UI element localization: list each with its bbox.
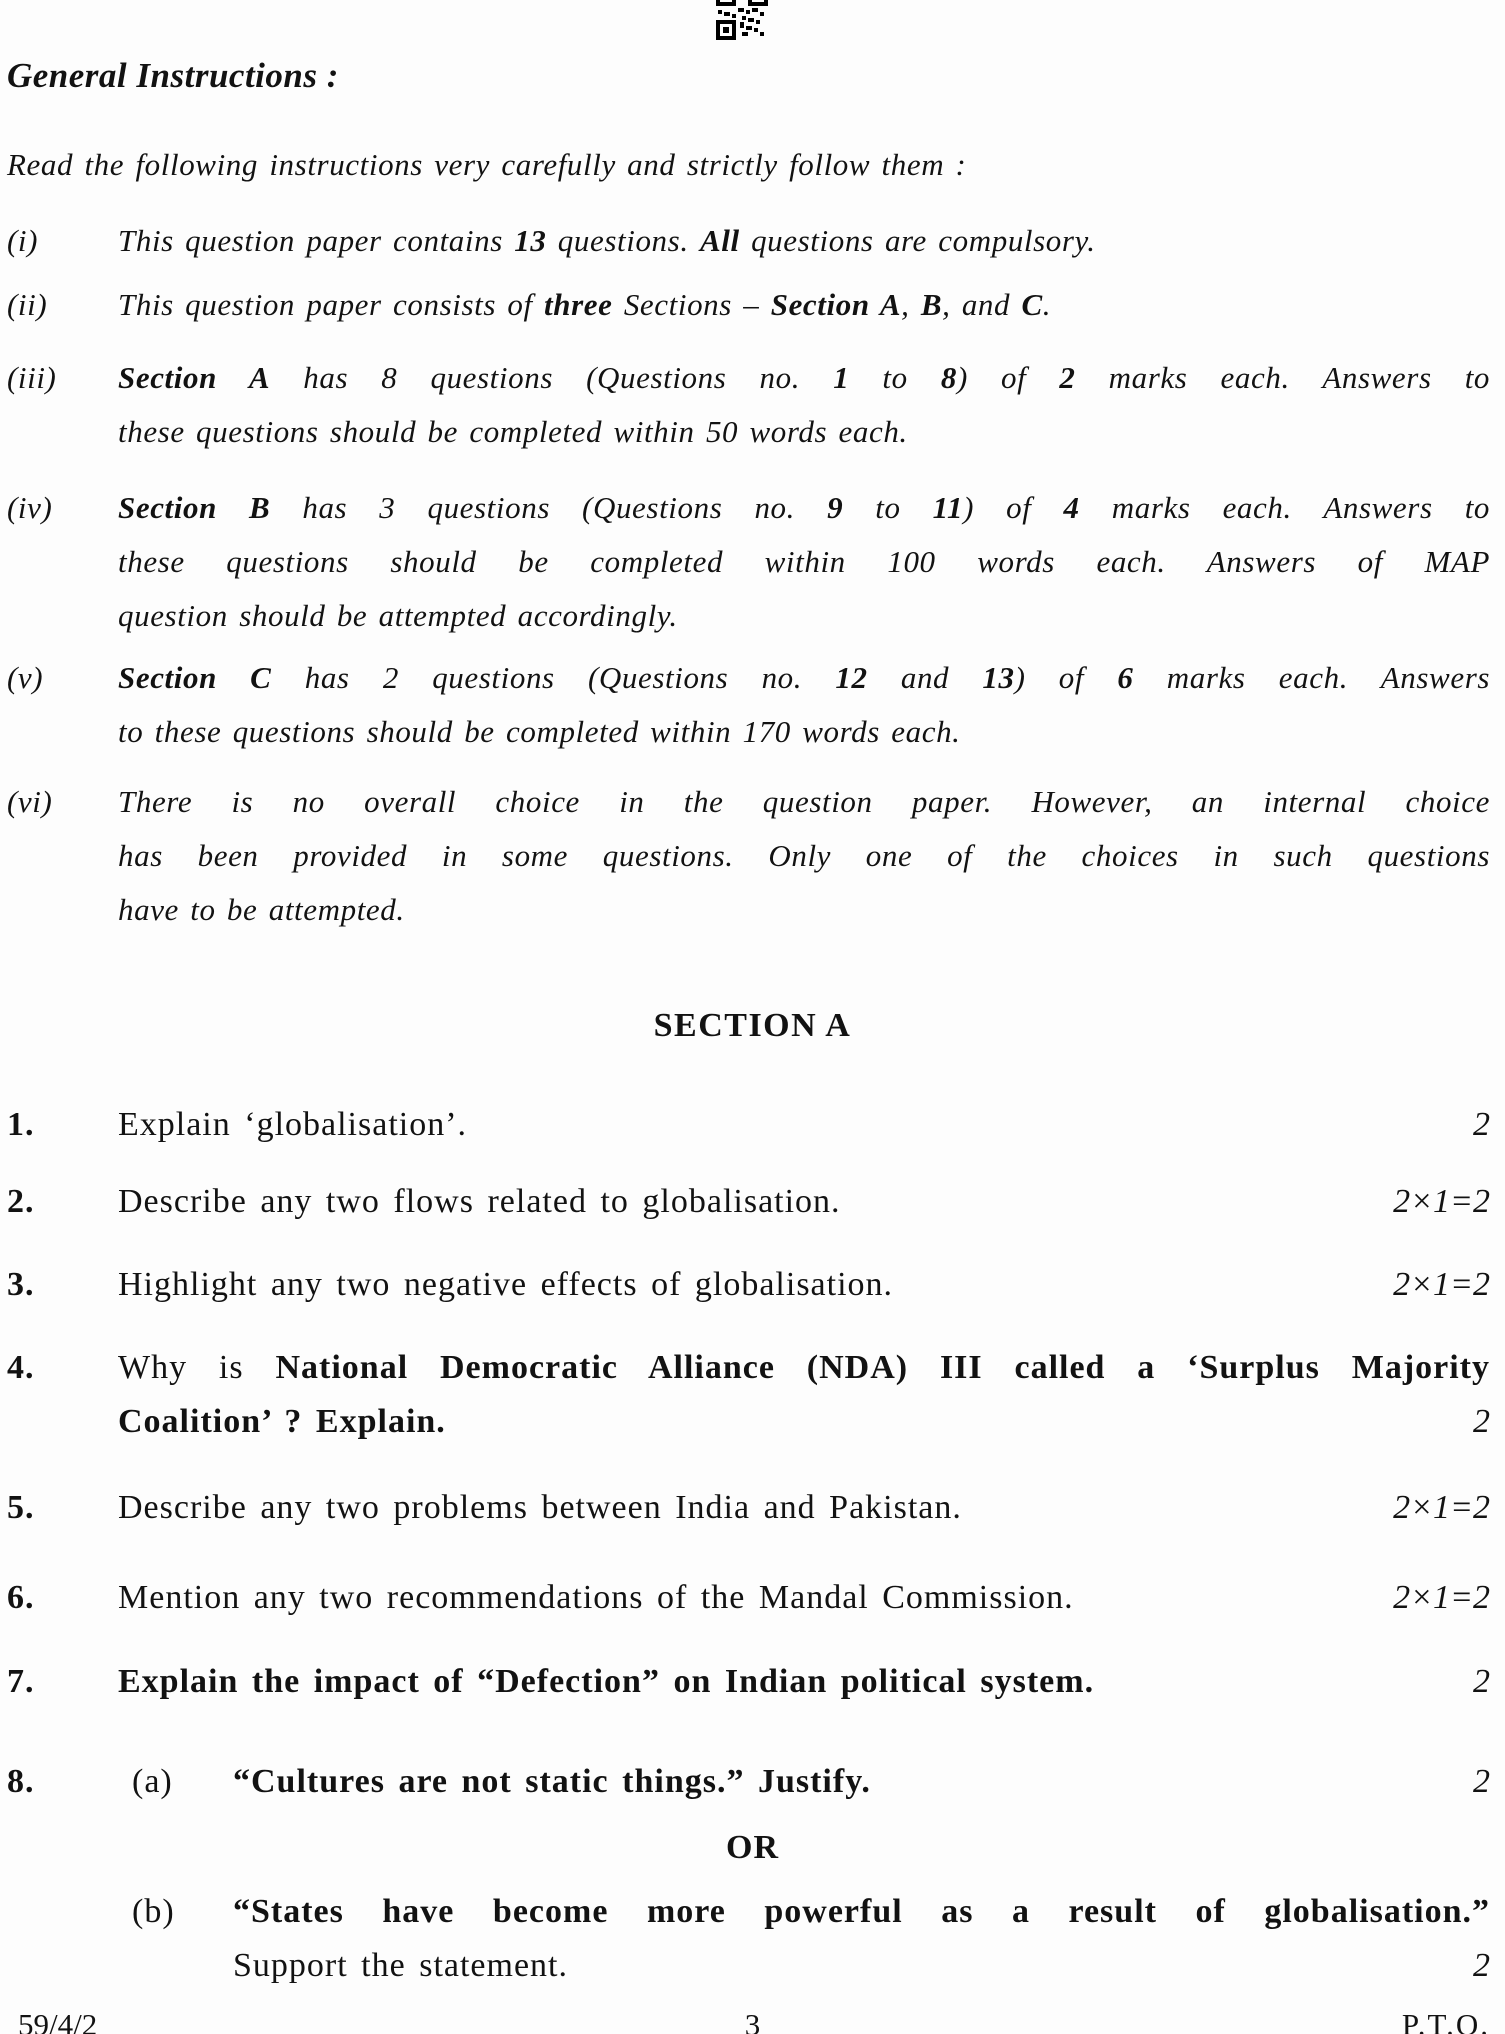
question-number: 2. bbox=[7, 1183, 35, 1220]
instruction-number: (vi) bbox=[7, 784, 53, 819]
question-number: 4. bbox=[7, 1349, 35, 1386]
subpart-label-a: (a) bbox=[132, 1763, 173, 1800]
question-number: 8. bbox=[7, 1763, 35, 1800]
instruction-line: have to be attempted. bbox=[118, 892, 405, 927]
marks-value: 2 bbox=[1473, 1106, 1490, 1143]
marks-value: 2 bbox=[1473, 1403, 1490, 1440]
instruction-number: (iii) bbox=[7, 360, 57, 395]
question-7 bbox=[0, 1655, 1505, 1709]
question-line: Support the statement. bbox=[233, 1947, 569, 1984]
or-separator: OR bbox=[726, 1829, 779, 1866]
instruction-line: There is no overall choice in the question paper. However, an internal choice bbox=[118, 784, 1490, 819]
footer-pto: P.T.O. bbox=[1401, 2007, 1490, 2034]
question-line: “States have become more powerful as a result of globalisation.” bbox=[233, 1893, 1490, 1930]
instruction-line: these questions should be completed within 100 words each. Answers of MAP bbox=[118, 544, 1490, 579]
question-line: Describe any two problems between India and Pakistan. bbox=[118, 1489, 962, 1526]
question-5 bbox=[0, 1481, 1505, 1535]
marks-value: 2×1=2 bbox=[1393, 1579, 1490, 1616]
qr-code-icon bbox=[716, 0, 768, 40]
instruction-number: (v) bbox=[7, 660, 44, 695]
instruction-line: Section A has 8 questions (Questions no. 1 to 8) of 2 marks each. Answers to bbox=[118, 360, 1491, 395]
question-number: 5. bbox=[7, 1489, 35, 1526]
instruction-line: Section C has 2 questions (Questions no. 12 and 13) of 6 marks each. Answers bbox=[118, 660, 1491, 695]
instruction-line: This question paper consists of three Sections – Section A, B, and C. bbox=[118, 287, 1052, 322]
instruction-number: (iv) bbox=[7, 490, 53, 525]
instruction-line: question should be attempted accordingly. bbox=[118, 598, 678, 633]
question-4 bbox=[0, 1341, 1505, 1449]
marks-value: 2×1=2 bbox=[1393, 1183, 1490, 1220]
instruction-item-ii bbox=[0, 278, 1505, 332]
marks-value: 2 bbox=[1473, 1663, 1490, 1700]
question-line: Describe any two flows related to globalisation. bbox=[118, 1183, 841, 1220]
general-instructions-title: General Instructions : bbox=[7, 56, 339, 95]
question-number: 3. bbox=[7, 1266, 35, 1303]
instruction-item-iii bbox=[0, 351, 1505, 459]
instruction-line: This question paper contains 13 questions. All questions are compulsory. bbox=[118, 223, 1096, 258]
question-8-part-b bbox=[0, 1885, 1505, 1993]
marks-value: 2×1=2 bbox=[1393, 1489, 1490, 1526]
question-line: Coalition’ ? Explain. bbox=[118, 1403, 446, 1440]
question-line: Explain ‘globalisation’. bbox=[118, 1106, 468, 1143]
instruction-line: to these questions should be completed within 170 words each. bbox=[118, 714, 961, 749]
question-number: 7. bbox=[7, 1663, 35, 1700]
question-number: 1. bbox=[7, 1106, 35, 1143]
question-6 bbox=[0, 1571, 1505, 1625]
instruction-number: (ii) bbox=[7, 287, 48, 322]
question-2 bbox=[0, 1175, 1505, 1229]
question-line: Explain the impact of “Defection” on Indian political system. bbox=[118, 1663, 1095, 1700]
instruction-item-i bbox=[0, 214, 1505, 268]
question-line: Highlight any two negative effects of globalisation. bbox=[118, 1266, 894, 1303]
question-3 bbox=[0, 1258, 1505, 1312]
question-line: Mention any two recommendations of the Mandal Commission. bbox=[118, 1579, 1074, 1616]
question-number: 6. bbox=[7, 1579, 35, 1616]
question-8-part-a bbox=[0, 1755, 1505, 1809]
marks-value: 2 bbox=[1473, 1763, 1490, 1800]
instruction-line: these questions should be completed within 50 words each. bbox=[118, 414, 908, 449]
marks-value: 2×1=2 bbox=[1393, 1266, 1490, 1303]
footer-paper-code: 59/4/2 bbox=[18, 2007, 98, 2034]
subpart-label-b: (b) bbox=[132, 1893, 175, 1930]
footer-page-number: 3 bbox=[744, 2007, 761, 2034]
instruction-line: has been provided in some questions. Only one of the choices in such questions bbox=[118, 838, 1490, 873]
instructions-intro: Read the following instructions very carefully and strictly follow them : bbox=[7, 147, 967, 182]
question-1 bbox=[0, 1098, 1505, 1152]
question-line: Why is National Democratic Alliance (NDA) III called a ‘Surplus Majority bbox=[118, 1349, 1490, 1386]
instruction-line: Section B has 3 questions (Questions no. 9 to 11) of 4 marks each. Answers to bbox=[118, 490, 1491, 525]
instruction-item-v bbox=[0, 651, 1505, 759]
marks-value: 2 bbox=[1473, 1947, 1490, 1984]
section-a-heading: SECTION A bbox=[653, 1007, 852, 1044]
instruction-item-vi bbox=[0, 775, 1505, 937]
question-line: “Cultures are not static things.” Justify. bbox=[233, 1763, 871, 1800]
instruction-number: (i) bbox=[7, 223, 39, 258]
instruction-item-iv bbox=[0, 481, 1505, 643]
